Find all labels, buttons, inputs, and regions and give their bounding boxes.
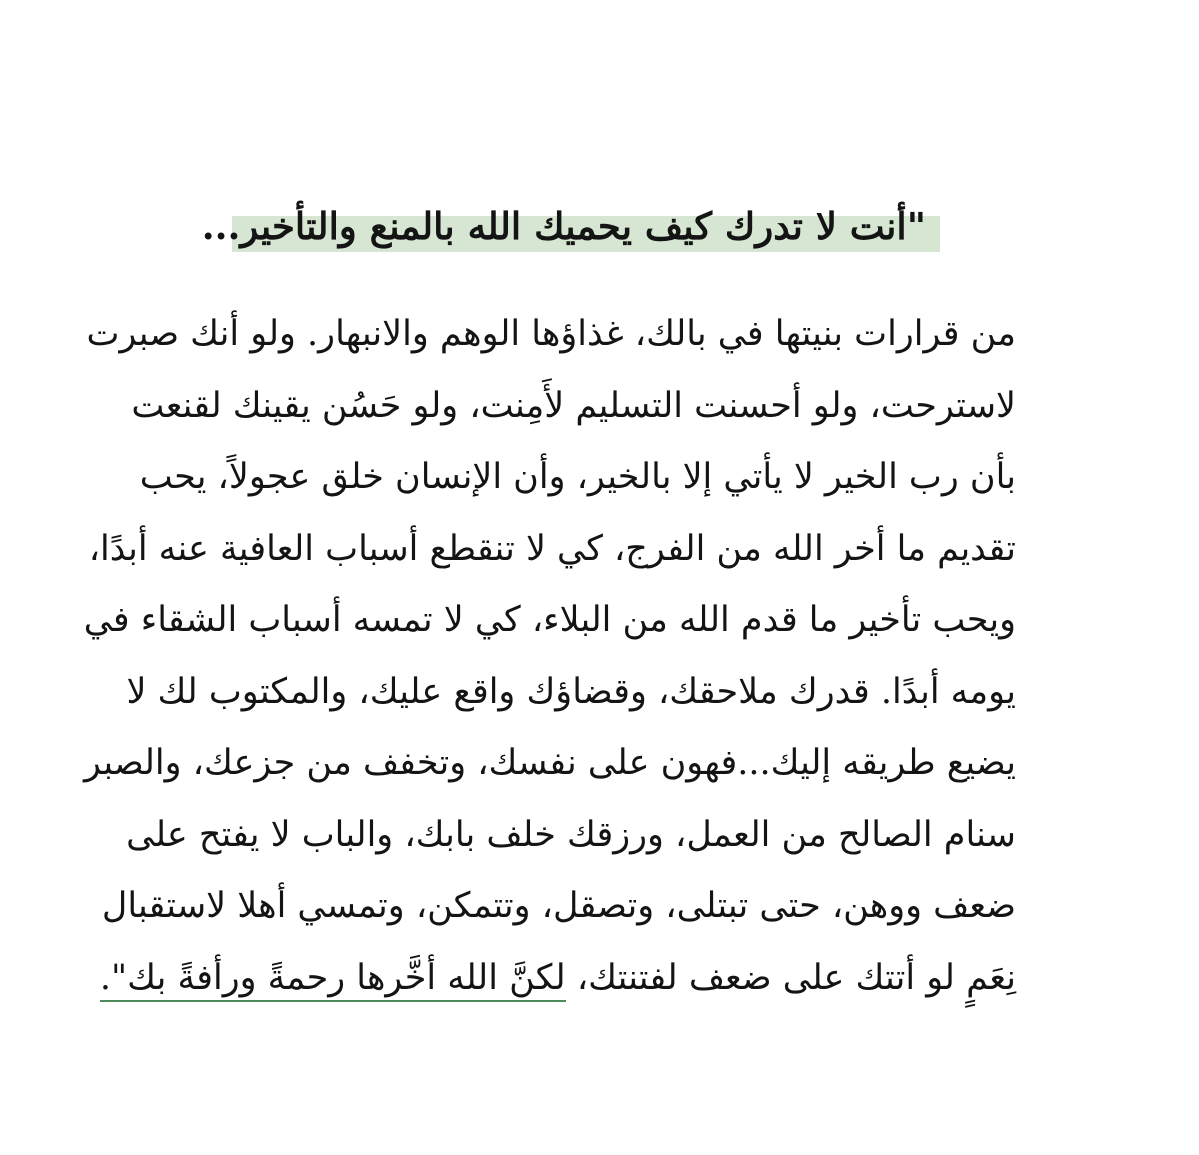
body-line-7: يضيع طريقه إليك...فهون على نفسك، وتخفف من جزعك، والصبر: [84, 743, 1016, 783]
body-line-5: ويحب تأخير ما قدم الله من البلاء، كي لا تمسه أسباب الشقاء في: [83, 600, 1016, 640]
body-line-2: لاسترحت، ولو أحسنت التسليم لأَمِنت، ولو حَسُن يقينك لقنعت: [131, 385, 1016, 426]
last-line-plain: نِعَمٍ لو أتتك على ضعف لفتنتك،: [565, 957, 1016, 998]
quote-body: [83, 306, 1016, 1021]
body-line-8: سنام الصالح من العمل، ورزقك خلف بابك، والباب لا يفتح على: [126, 814, 1016, 855]
body-line-6: يومه أبدًا. قدرك ملاحقك، وقضاؤك واقع عليك، والمكتوب لك لا: [126, 671, 1016, 712]
body-line-3: بأن رب الخير لا يأتي إلا بالخير، وأن الإنسان خلق عجولاً، يحب: [139, 457, 1016, 497]
body-line-9: ضعف ووهن، حتى تبتلى، وتصقل، وتتمكن، وتمسي أهلا لاستقبال: [101, 886, 1016, 926]
quote-title-block: [201, 194, 940, 264]
last-line-underlined: لكنَّ الله أخَّرها رحمةً ورأفةً بك".: [100, 958, 566, 1002]
body-line-1: من قرارات بنيتها في بالك، غذاؤها الوهم والانبهار. ولو أنك صبرت: [86, 314, 1016, 354]
body-line-10: [99, 950, 1016, 1022]
body-line-4: تقديم ما أخر الله من الفرج، كي لا تنقطع أسباب العافية عنه أبدًا،: [88, 528, 1016, 569]
quote-title: "أنت لا تدرك كيف يحميك الله بالمنع والتأخير...: [201, 204, 926, 248]
